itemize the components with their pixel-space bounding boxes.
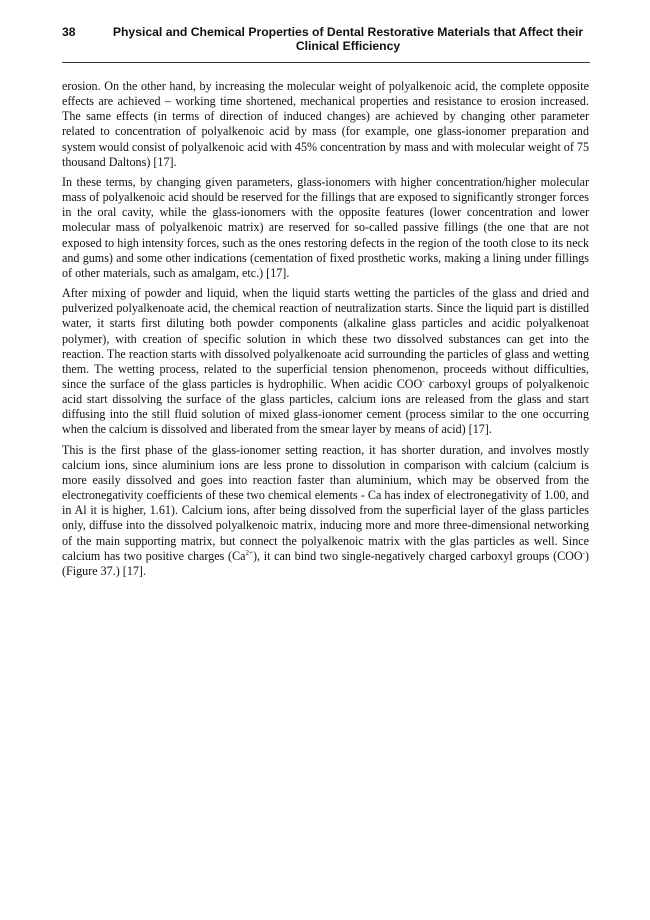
header-rule xyxy=(62,62,590,63)
paragraph-4-text-a: This is the first phase of the glass-ionomer setting reaction, it has shorter duration, and involves mostly calcium ions, since aluminium ions are less prone to dissolution in comparison with calcium (calcium is more easily dissolved and goes into reaction faster than aluminium, which may be observed from the electronegativity coefficients of these two chemical elements - Ca has index of electronegativity of 1.00, and in Al it is higher, 1.61). Calcium ions, after being dissolved from the superficial layer of the glass particles only, diffuse into the dissolved polyalkenoic matrix, inducing more and more three-dimensional networking of the main supporting matrix, but connect the polyalkenoic matrix with the glas particles as well. Since calcium has two positive charges (Ca xyxy=(62,442,589,563)
paragraph-1: erosion. On the other hand, by increasing the molecular weight of polyalkenoic acid, the complete opposite effects are achieved – working time shortened, mechanical properties and resistance to erosion increased. The same effects (in terms of direction of induced changes) are achieved by changing other parameter related to concentration of polyalkenoic acid by mass (for example, one glass-ionomer preparation and system would consist of polyalkenoic acid with 45% concentration by mass and with molecular weight of 75 thousand Daltons) [17]. xyxy=(62,79,589,169)
calcium-charge-superscript: 2+ xyxy=(245,548,253,557)
paragraph-3-text-b: carboxyl groups of polyalkenoic acid start dissolving the surface of the glass particles, calcium ions are released from the glass and start diffusing into the still fluid solution of mixed glass-ionomer cement (process similar to the one occurring when the calcium is dissolved and liberated from the smear layer by means of acid) [17]. xyxy=(62,376,589,437)
page-header xyxy=(62,22,590,58)
page-number: 38 xyxy=(62,25,76,39)
running-title: Physical and Chemical Properties of Dental Restorative Materials that Affect their Clinical Efficiency xyxy=(112,25,584,53)
body-text xyxy=(62,79,589,584)
paragraph-4 xyxy=(62,443,589,579)
paragraph-4-text-b: ), it can bind two single-negatively charged carboxyl groups (COO xyxy=(252,548,583,563)
paragraph-2: In these terms, by changing given parameters, glass-ionomers with higher concentration/higher molecular mass of polyalkenoic acid should be reserved for the fillings that are exposed to significantly stronger forces in the oral cavity, while the glass-ionomers with the opposite features (lower concentration and lower molecular mass of polyalkenoic matrix) are reserved for so-called passive fillings (the one that are not exposed to high intensity forces, such as the ones restoring defects in the region of the tooth close to its neck and gums) and some other indications (cementation of fixed prosthetic works, making a lining under fillings of other materials, such as amalgam, etc.) [17]. xyxy=(62,174,589,280)
paragraph-4-text-c: ) (Figure 37.) [17]. xyxy=(62,548,590,578)
coo-charge-superscript: - xyxy=(422,376,425,385)
paragraph-3-text-a: After mixing of powder and liquid, when the liquid starts wetting the particles of the glass and dried and pulverized polyalkenoate acid, the chemical reaction of neutralization starts. Since the liquid part is distilled water, it starts first diluting both powder components (alkaline glass particles and acidic polyalkenoat polymer), with creation of specific solution in which these two dissolved substances can get into the reaction. The reaction starts with dissolved polyalkenoate acid surrounding the particles of glass and wetting them. The wetting process, related to the superficial tension phenomenon, proceeds without difficulties, since the surface of the glass particles is hydrophilic. When acidic COO xyxy=(62,286,589,391)
carboxyl-charge-superscript: - xyxy=(582,548,585,557)
paragraph-3 xyxy=(62,286,589,438)
